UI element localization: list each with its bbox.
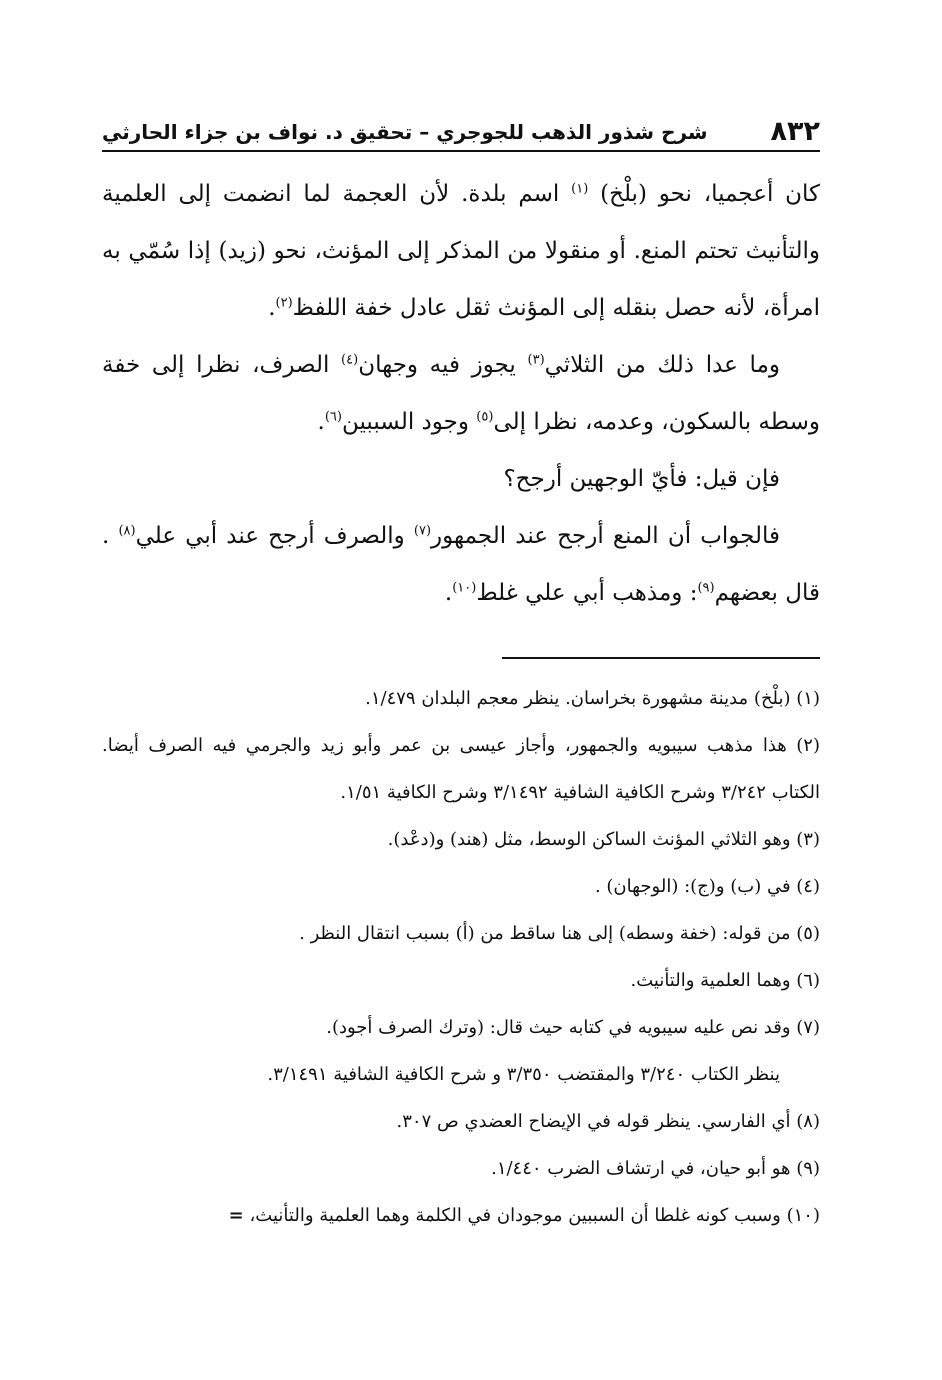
continuation-mark: = <box>228 1205 244 1226</box>
footnotes <box>102 675 820 1239</box>
paragraph-1 <box>102 166 820 337</box>
footnote-ref-3[interactable]: (٣) <box>527 352 545 368</box>
text-run: كان أعجميا، نحو (بلْخ) <box>588 181 820 207</box>
footnote-ref-8[interactable]: (٨) <box>118 523 136 539</box>
footnote-8: (٨) أي الفارسي. ينظر قوله في الإيضاح العضدي ص ٣٠٧. <box>396 1111 820 1132</box>
text-run: الصرف، نظرا إلى خفة وسطه بالسكون، وعدمه، نظرا إلى <box>102 352 820 435</box>
paragraph-2 <box>102 337 820 451</box>
footnote-ref-1[interactable]: (١) <box>571 181 589 197</box>
footnote-10 <box>102 1192 820 1239</box>
page-number: ٨٣٢ <box>770 116 820 147</box>
paragraph-4 <box>102 508 820 622</box>
text-run: : ومذهب أبي علي غلط <box>476 580 698 606</box>
footnote-6: (٦) وهما العلمية والتأنيث. <box>630 970 820 991</box>
footnote-ref-5[interactable]: (٥) <box>476 409 494 425</box>
text-run: فالجواب أن المنع أرجح عند الجمهور <box>431 523 780 549</box>
footnote-7: (٧) وقد نص عليه سيبويه في كتابه حيث قال: (وترك الصرف أجود). <box>326 1017 820 1038</box>
footnote-ref-7[interactable]: (٧) <box>413 523 432 539</box>
footnote-ref-2[interactable]: (٢) <box>275 295 293 311</box>
text-run: اسم بلدة. لأن العجمة لما انضمت إلى العلمية والتأنيث تحتم المنع. أو منقولا من المذكر إلى المؤنث، نحو (زيد) إذا سُمّي به امرأة، لأنه حصل بنقله إلى المؤنث ثقل عادل خفة اللفظ <box>102 181 820 321</box>
footnote-separator <box>502 657 820 659</box>
footnote-4: (٤) في (ب) و(ج): (الوجهان) . <box>594 876 820 897</box>
footnote-1: (١) (بلْخ) مدينة مشهورة بخراسان. ينظر معجم البلدان ١/٤٧٩. <box>365 688 820 709</box>
paragraph-3: فإن قيل: فأيّ الوجهين أرجح؟ <box>503 466 780 492</box>
footnote-ref-9[interactable]: (٩) <box>697 580 715 596</box>
footnote-ref-4[interactable]: (٤) <box>341 352 359 368</box>
main-text <box>102 166 820 622</box>
text-run: . <box>317 409 325 435</box>
text-run: . <box>444 580 453 606</box>
footnote-5: (٥) من قوله: (خفة وسطه) إلى هنا ساقط من (أ) بسبب انتقال النظر . <box>299 923 820 944</box>
text-run: . <box>268 295 276 321</box>
footnote-ref-10[interactable]: (١٠) <box>452 580 477 596</box>
text-run: . قال بعضهم <box>102 523 820 606</box>
footnote-9: (٩) هو أبو حيان، في ارتشاف الضرب ١/٤٤٠. <box>491 1158 820 1179</box>
text-run: والصرف أرجح عند أبي علي <box>135 523 414 549</box>
footnote-10-text: (١٠) وسبب كونه غلطا أن السببين موجودان في الكلمة وهما العلمية والتأنيث، <box>249 1205 820 1226</box>
footnote-ref-6[interactable]: (٦) <box>324 409 342 425</box>
text-run: يجوز فيه وجهان <box>358 352 528 378</box>
text-run: وما عدا ذلك من الثلاثي <box>544 352 780 378</box>
page-header <box>102 112 820 152</box>
footnote-3: (٣) وهو الثلاثي المؤنث الساكن الوسط، مثل (هند) و(دعْد). <box>387 829 820 850</box>
text-run: وجود السببين <box>341 409 477 435</box>
running-title: شرح شذور الذهب للجوجري – تحقيق د. نواف بن جزاء الحارثي <box>102 120 708 144</box>
footnote-2: (٢) هذا مذهب سيبويه والجمهور، وأجاز عيسى بن عمر وأبو زيد والجرمي فيه الصرف أيضا. الكتاب ٣/٢٤٢ وشرح الكافية الشافية ٣/١٤٩٢ وشرح الكافية ١/٥١. <box>102 735 820 803</box>
footnote-7-continuation: ينظر الكتاب ٣/٢٤٠ والمقتضب ٣/٣٥٠ و شرح الكافية الشافية ٣/١٤٩١. <box>267 1064 780 1085</box>
